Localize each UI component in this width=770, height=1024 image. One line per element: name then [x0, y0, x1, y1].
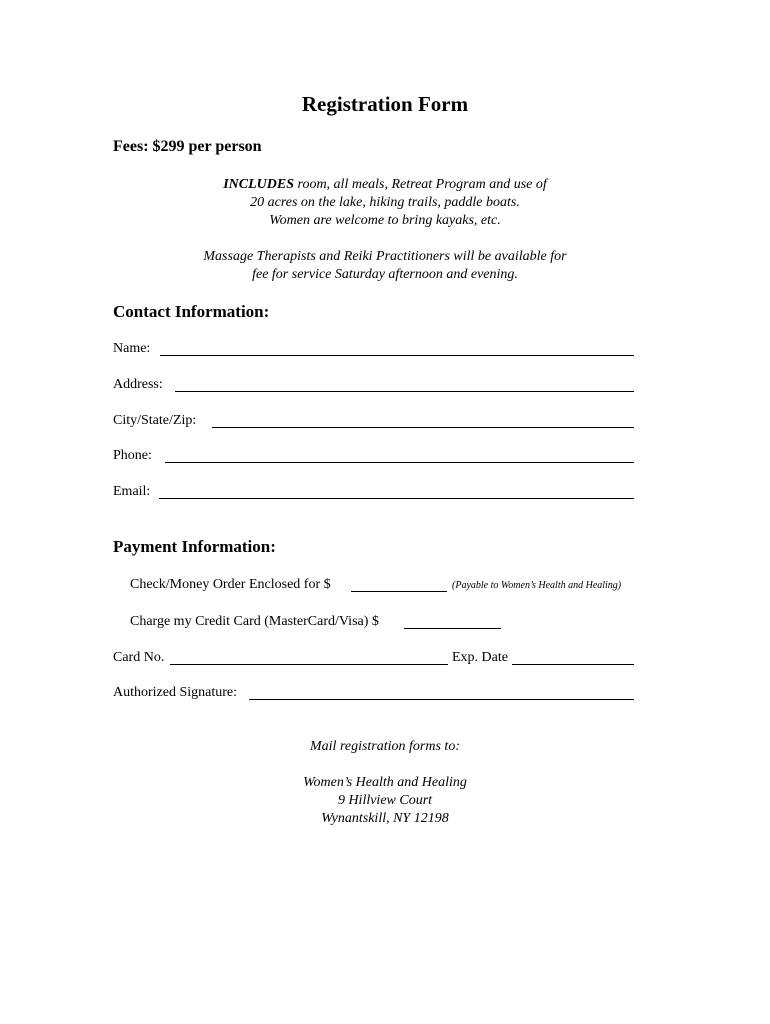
email-field[interactable]: [159, 483, 634, 499]
address-field[interactable]: [175, 376, 634, 392]
city-state-zip-field[interactable]: [212, 412, 634, 428]
includes-paragraph: [0, 176, 770, 230]
payment-heading: Payment Information:: [113, 537, 276, 556]
mail-address: [0, 774, 770, 828]
massage-line-1: Massage Therapists and Reiki Practitioners will be available for: [203, 249, 567, 264]
city-state-zip-label: City/State/Zip:: [113, 413, 197, 428]
check-amount-field[interactable]: [351, 576, 447, 592]
check-label: Check/Money Order Enclosed for $: [130, 577, 331, 592]
name-label: Name:: [113, 341, 151, 356]
phone-label: Phone:: [113, 448, 152, 463]
exp-date-field[interactable]: [512, 649, 634, 665]
mail-heading: Mail registration forms to:: [310, 739, 460, 754]
includes-line-1-text: room, all meals, Retreat Program and use of: [294, 177, 547, 192]
contact-heading: Contact Information:: [113, 302, 270, 321]
signature-field[interactable]: [249, 684, 634, 700]
includes-line-2: 20 acres on the lake, hiking trails, paddle boats.: [250, 195, 520, 210]
address-label: Address:: [113, 377, 163, 392]
includes-line-3: Women are welcome to bring kayaks, etc.: [269, 213, 501, 228]
name-field[interactable]: [160, 340, 634, 356]
card-number-label: Card No.: [113, 650, 165, 665]
exp-date-label: Exp. Date: [452, 650, 508, 665]
mail-org: Women’s Health and Healing: [303, 775, 467, 790]
phone-field[interactable]: [165, 447, 634, 463]
email-label: Email:: [113, 484, 151, 499]
form-title: Registration Form: [301, 92, 469, 116]
charge-amount-field[interactable]: [404, 613, 501, 629]
massage-paragraph: [0, 248, 770, 284]
mail-city: Wynantskill, NY 12198: [321, 811, 449, 826]
includes-line-1: [0, 176, 770, 194]
fees-heading: Fees: $299 per person: [113, 138, 262, 155]
charge-label: Charge my Credit Card (MasterCard/Visa) $: [130, 614, 379, 629]
check-payable-note: (Payable to Women’s Health and Healing): [452, 580, 622, 591]
includes-bold: INCLUDES: [223, 177, 295, 192]
signature-label: Authorized Signature:: [113, 685, 238, 700]
massage-line-2: fee for service Saturday afternoon and evening.: [252, 267, 518, 282]
mail-street: 9 Hillview Court: [337, 793, 433, 808]
card-number-field[interactable]: [170, 649, 448, 665]
